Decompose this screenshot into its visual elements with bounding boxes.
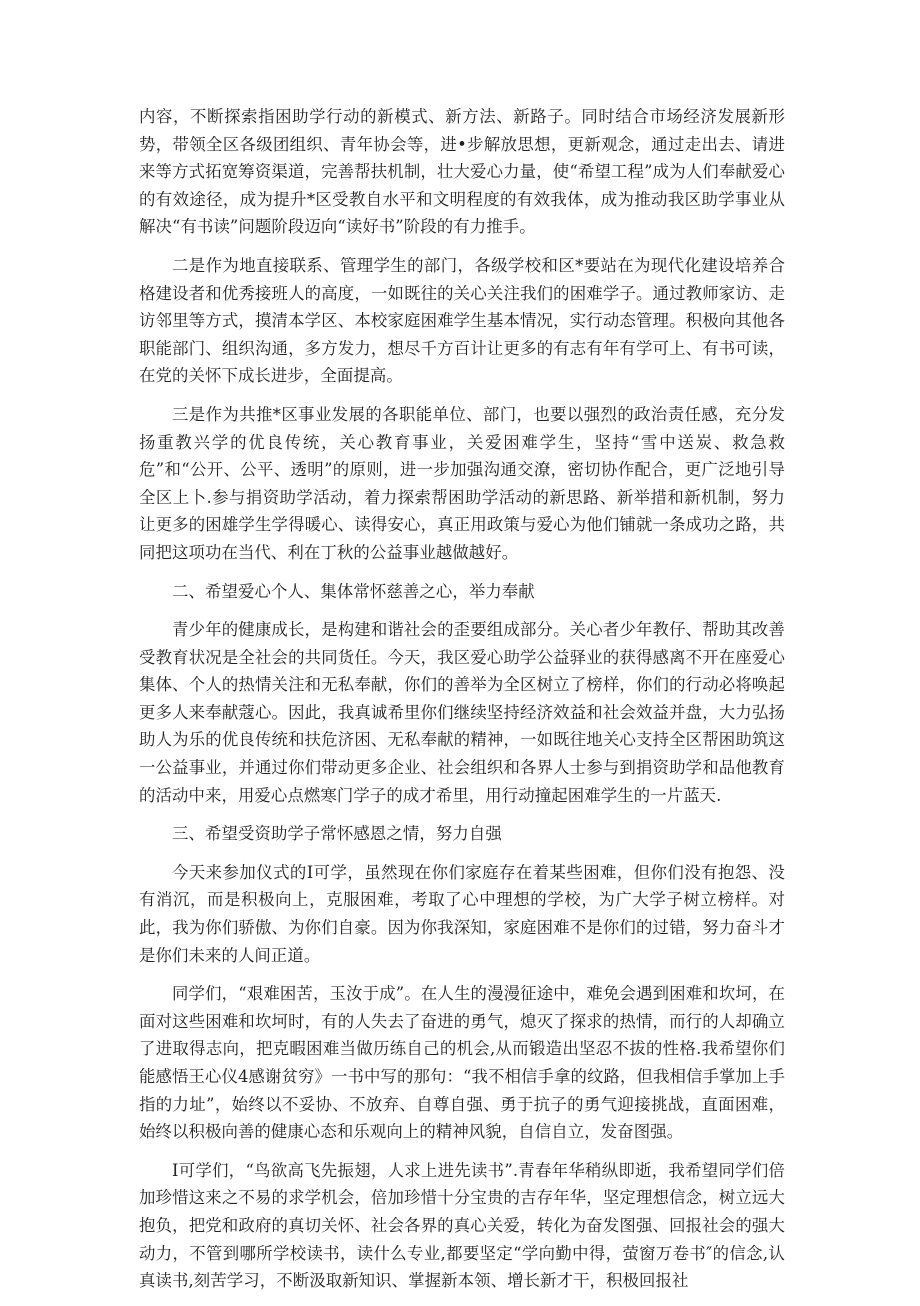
paragraph-1-continuation: 内容，不断探索指困助学行动的新模式、新方法、新路子。同时结合市场经济发展新形势，带领全区各级团组织、青年协会等，进•步解放思想，更新观念，通过走出去、请进来等方式拓宽筹资渠道，完善帮扶机制，壮大爱心力量，使“希望工程”成为人们奉献爱心的有效途径，成为提升*区受教自水平和文明程度的有效我体，成为推动我区助学事业从解决“有书读”问题阶段迈向“读好书”阶段的有力推手。 [139, 107, 785, 237]
paragraph-3: 三是作为共推*区事业发展的各职能单位、部门，也要以强烈的政治责任感，充分发扬重教兴学的优良传统，关心教育事业，关爱困难学生，坚持“雪中送炭、救急救危”和“公开、公平、透明”的原则，进一步加强沟通交潦，密切协作配合，更广泛地引导全区上卜.参与捐资助学活动，着力探索帮困助学活动的新思路、新举措和新机制，努力让更多的困雄学生学得暖心、读得安心，真正用政策与爱心为他们铺就一条成功之路，共同把这项功在当代、利在丁秋的公益事业越做越好。 [139, 404, 785, 562]
paragraph-2: 二是作为地直接联系、管理学生的部门，各级学校和区*要站在为现代化建设培养合格建设者和优秀接班人的高度，一如既往的关心关注我们的困难学子。通过教师家访、走访邻里等方式，摸清本学区、本校家庭困难学生基本情况，实行动态管理。积极向其他各职能部门、组织沟通，多方发力，想尽千方百计让更多的有志有年有学可上、有书可读，在党的关怀下成长进步，全面提高。 [139, 255, 785, 386]
section-heading-3: 三、希望受资助学子常怀感恩之情，努力自强 [172, 824, 502, 844]
paragraph-5: 今天来参加仪式的I可学，虽然现在你们家庭存在着某些困难，但你们没有抱怨、没有消沉，而是积极向上，克服困难，考取了心中理想的学校，为广大学子树立榜样。对此，我为你们骄傲、为你们自豪。因为你我深知，家庭困难不是你们的过错，努力奋斗才是你们未来的人间正道。 [139, 862, 785, 965]
paragraph-6: 同学们，“艰难困苦，玉汝于成”。在人生的漫漫征途中，难免会遇到困难和坎坷，在面对这些困难和坎坷时，有的人失去了奋进的勇气，熄灭了探求的热情，而行的人却确立了进取得志向，把克暇困难当做历练自己的机会,从而锻造出坚忍不拔的性格.我希望你们能感悟王心仪4感谢贫穷》一书中写的那句：“我不相信手拿的纹路，但我相信手掌加上手指的力址”，始终以不妥协、不放弃、自尊自强、勇于抗子的勇气迎接挑战，直面困难，始终以积极向善的健康心态和乐观向上的精神风貌，自信自立，发奋图强。 [139, 984, 785, 1142]
document-page [139, 103, 785, 1306]
paragraph-7: I可学们，“鸟欲高飞先振翅，人求上进先读书”.青春年华稍纵即逝，我希望同学们倍加珍惜这来之不易的求学机会，倍加珍惜十分宝贵的吉存年华，坚定理想信念，树立远大抱负，把党和政府的真切关怀、社会各界的真心关爱，转化为奋发图强、回报社会的强大动力，不管到哪所学校读书，读什么专业,都要坚定“学向勤中得，萤窗万卷书″的信念,认真读书,刻苦学习，不断汲取新知识、掌握新本领、增长新才干，积极回报社 [139, 1160, 785, 1291]
section-heading-2: 二、希望爱心个人、集体常怀慈善之心，举力奉献 [172, 581, 535, 601]
paragraph-4: 青少年的健康成长，是构建和谐社会的歪要组成部分。关心者少年教仔、帮助其改善受教育状况是全社会的共同货任。今天，我区爱心助学公益驿业的获得感离不开在座爱心集体、个人的热情关注和无私奉献，你们的善举为全区树立了榜样，你们的行动必将唤起更多人来奉献蔻心。因此，我真诚希里你们继续坚持经济效益和社会效益并盘，大力弘扬助人为乐的优良传统和扶危济困、无私奉献的精神，一如既往地关心支持全区帮困助筑这一公益事业，并通过你们带动更多企业、社会组织和各界人士参与到捐资助学和品他教育的活动中来，用爱心点燃寒门学子的成才希里，用行动撞起困难学生的一片蓝天. [139, 620, 785, 805]
